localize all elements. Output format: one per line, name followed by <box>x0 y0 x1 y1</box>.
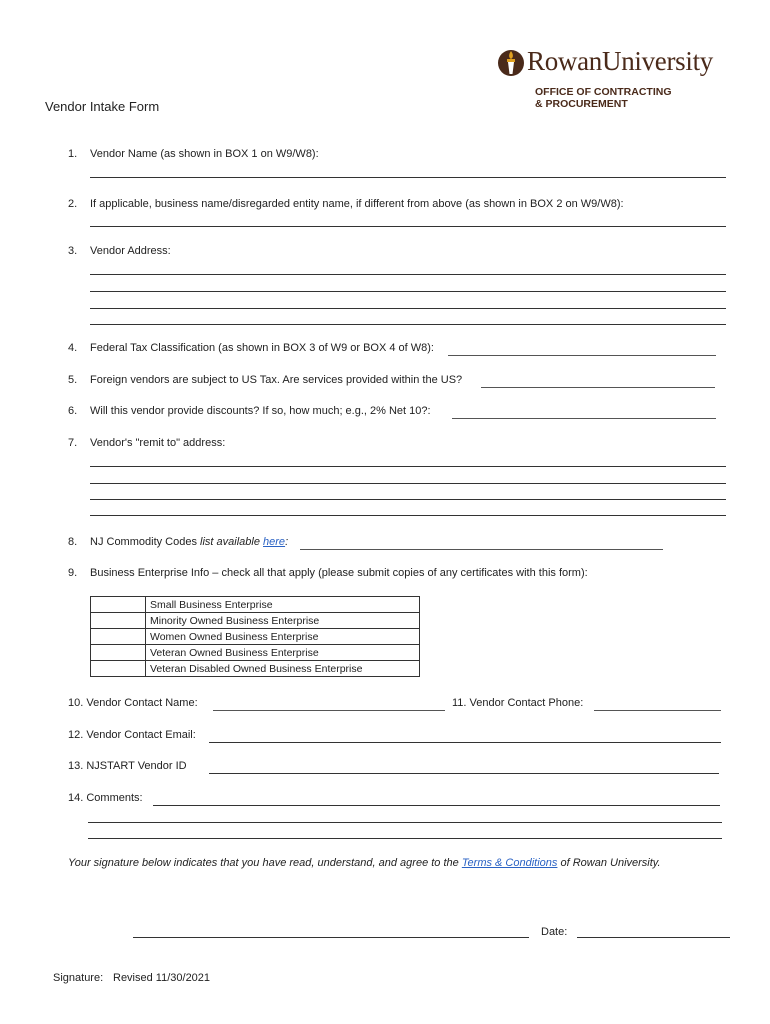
q8-label: NJ Commodity Codes <box>90 536 201 548</box>
enterprise-checkbox[interactable] <box>91 645 146 661</box>
signature-input-line[interactable] <box>133 937 529 938</box>
office-line-1: OFFICE OF CONTRACTING <box>535 86 672 98</box>
footer-signature-label: Signature: <box>53 972 104 984</box>
terms-conditions-link[interactable]: Terms & Conditions <box>461 857 558 869</box>
q13-label: 13. NJSTART Vendor ID <box>68 760 187 772</box>
commodity-codes-link[interactable]: here <box>263 536 286 548</box>
enterprise-row <box>91 597 420 613</box>
form-title: Vendor Intake Form <box>45 99 160 114</box>
office-name <box>535 86 672 110</box>
q8-number: 8. <box>68 536 78 548</box>
enterprise-checkbox[interactable] <box>91 597 146 613</box>
q12-input-line[interactable] <box>209 742 721 743</box>
q14-label: 14. Comments: <box>68 792 143 804</box>
business-enterprise-table <box>90 596 420 677</box>
q4-number: 4. <box>68 342 78 354</box>
revised-date: Revised 11/30/2021 <box>113 972 211 984</box>
q6-input-line[interactable] <box>452 418 716 419</box>
q14-input-line-2[interactable] <box>88 822 722 823</box>
q3-input-line-4[interactable] <box>90 324 726 325</box>
q11-label: 11. Vendor Contact Phone: <box>452 697 584 709</box>
q12-label: 12. Vendor Contact Email: <box>68 729 196 741</box>
signature-note-text: Your signature below indicates that you have read, understand, and agree to the <box>68 857 462 869</box>
q7-input-line-4[interactable] <box>90 515 726 516</box>
enterprise-label: Women Owned Business Enterprise <box>146 629 420 645</box>
q5-number: 5. <box>68 374 78 386</box>
q11-input-line[interactable] <box>594 710 721 711</box>
q3-number: 3. <box>68 245 78 257</box>
q5-input-line[interactable] <box>481 387 715 388</box>
q7-input-line-1[interactable] <box>90 466 726 467</box>
q6-number: 6. <box>68 405 78 417</box>
q3-input-line-3[interactable] <box>90 308 726 309</box>
q7-number: 7. <box>68 437 78 449</box>
q7-label: Vendor's "remit to" address: <box>90 437 226 449</box>
enterprise-label: Veteran Owned Business Enterprise <box>146 645 420 661</box>
enterprise-row <box>91 613 420 629</box>
enterprise-checkbox[interactable] <box>91 613 146 629</box>
q14-input-line-3[interactable] <box>88 838 722 839</box>
q6-label: Will this vendor provide discounts? If so, how much; e.g., 2% Net 10?: <box>90 405 431 417</box>
q7-input-line-3[interactable] <box>90 499 726 500</box>
q8-label-group <box>90 536 288 548</box>
q4-input-line[interactable] <box>448 355 716 356</box>
enterprise-checkbox[interactable] <box>91 629 146 645</box>
q8-italic-text: list available <box>200 536 264 548</box>
q10-input-line[interactable] <box>213 710 445 711</box>
q2-input-line[interactable] <box>90 226 726 227</box>
q8-input-line[interactable] <box>300 549 663 550</box>
torch-icon <box>497 46 525 80</box>
date-input-line[interactable] <box>577 937 730 938</box>
enterprise-label: Veteran Disabled Owned Business Enterprise <box>146 661 420 677</box>
enterprise-checkbox[interactable] <box>91 661 146 677</box>
q7-input-line-2[interactable] <box>90 483 726 484</box>
signature-note <box>68 857 661 869</box>
q9-label: Business Enterprise Info – check all that apply (please submit copies of any certificates with this form): <box>90 567 588 579</box>
rowan-logo <box>497 44 727 84</box>
enterprise-row <box>91 661 420 677</box>
signature-note-end: of Rowan University. <box>557 857 661 869</box>
q3-label: Vendor Address: <box>90 245 171 257</box>
enterprise-row <box>91 629 420 645</box>
q3-input-line-1[interactable] <box>90 274 726 275</box>
q4-label: Federal Tax Classification (as shown in BOX 3 of W9 or BOX 4 of W8): <box>90 342 434 354</box>
q10-label: 10. Vendor Contact Name: <box>68 697 198 709</box>
enterprise-row <box>91 645 420 661</box>
q2-label: If applicable, business name/disregarded entity name, if different from above (as shown in BOX 2 on W9/W8): <box>90 198 624 210</box>
q2-number: 2. <box>68 198 78 210</box>
q9-number: 9. <box>68 567 78 579</box>
logo-wordmark: RowanUniversity <box>527 46 713 76</box>
q5-label: Foreign vendors are subject to US Tax. Are services provided within the US? <box>90 374 463 386</box>
office-line-2: & PROCUREMENT <box>535 98 628 110</box>
q14-input-line-1[interactable] <box>153 805 720 806</box>
date-label: Date: <box>541 926 568 938</box>
q13-input-line[interactable] <box>209 773 719 774</box>
q8-colon: : <box>285 536 289 548</box>
enterprise-label: Small Business Enterprise <box>146 597 420 613</box>
q1-number: 1. <box>68 148 78 160</box>
q1-label: Vendor Name (as shown in BOX 1 on W9/W8): <box>90 148 319 160</box>
q1-input-line[interactable] <box>90 177 726 178</box>
enterprise-label: Minority Owned Business Enterprise <box>146 613 420 629</box>
q3-input-line-2[interactable] <box>90 291 726 292</box>
